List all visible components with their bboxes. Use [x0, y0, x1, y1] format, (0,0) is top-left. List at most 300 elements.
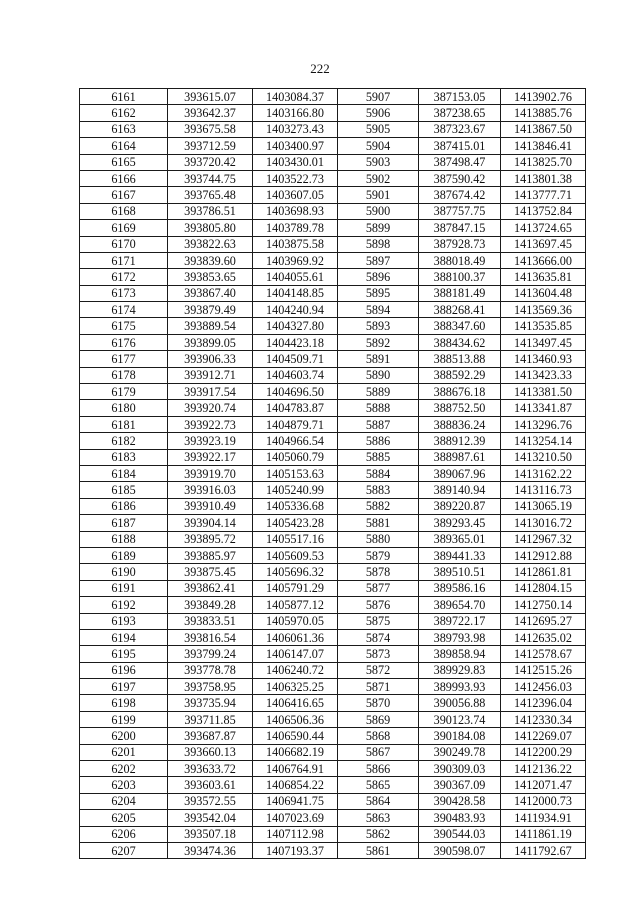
table-cell-point-number-right: 5886 — [338, 433, 419, 449]
table-cell-y-coordinate-right: 1413296.76 — [501, 416, 586, 432]
table-cell-point-number-right: 5902 — [338, 170, 419, 186]
table-cell-y-coordinate-right: 1413116.73 — [501, 482, 586, 498]
table-row — [80, 170, 586, 186]
table-cell-y-coordinate-right: 1413460.93 — [501, 351, 586, 367]
table-cell-x-coordinate-left: 393839.60 — [168, 252, 253, 268]
table-cell-x-coordinate-left: 393922.17 — [168, 449, 253, 465]
table-cell-x-coordinate-left: 393917.54 — [168, 384, 253, 400]
table-cell-x-coordinate-left: 393778.78 — [168, 662, 253, 678]
table-cell-point-number-right: 5895 — [338, 285, 419, 301]
table-cell-point-number-left: 6173 — [80, 285, 168, 301]
table-cell-y-coordinate-left: 1405153.63 — [253, 465, 338, 481]
table-cell-x-coordinate-left: 393922.73 — [168, 416, 253, 432]
table-cell-y-coordinate-left: 1405517.16 — [253, 531, 338, 547]
table-cell-y-coordinate-right: 1412000.73 — [501, 793, 586, 809]
table-row — [80, 547, 586, 563]
table-row — [80, 842, 586, 858]
table-cell-point-number-right: 5882 — [338, 498, 419, 514]
table-cell-point-number-left: 6165 — [80, 154, 168, 170]
table-cell-point-number-left: 6177 — [80, 351, 168, 367]
table-cell-y-coordinate-left: 1403084.37 — [253, 89, 338, 105]
table-cell-y-coordinate-right: 1413497.45 — [501, 334, 586, 350]
table-cell-x-coordinate-right: 388018.49 — [419, 252, 501, 268]
table-cell-x-coordinate-left: 393474.36 — [168, 842, 253, 858]
table-cell-point-number-left: 6184 — [80, 465, 168, 481]
table-row — [80, 89, 586, 105]
table-cell-point-number-left: 6191 — [80, 580, 168, 596]
table-cell-x-coordinate-left: 393862.41 — [168, 580, 253, 596]
table-cell-point-number-right: 5891 — [338, 351, 419, 367]
table-cell-x-coordinate-left: 393758.95 — [168, 679, 253, 695]
table-cell-point-number-left: 6202 — [80, 761, 168, 777]
table-cell-y-coordinate-left: 1403166.80 — [253, 105, 338, 121]
table-cell-x-coordinate-right: 389293.45 — [419, 515, 501, 531]
table-cell-point-number-right: 5861 — [338, 842, 419, 858]
coordinates-table — [79, 88, 586, 859]
table-cell-point-number-left: 6166 — [80, 170, 168, 186]
table-cell-point-number-right: 5879 — [338, 547, 419, 563]
table-cell-point-number-left: 6205 — [80, 810, 168, 826]
table-cell-y-coordinate-left: 1404696.50 — [253, 384, 338, 400]
table-cell-y-coordinate-right: 1413867.50 — [501, 121, 586, 137]
table-cell-point-number-left: 6196 — [80, 662, 168, 678]
table-cell-point-number-left: 6189 — [80, 547, 168, 563]
table-cell-x-coordinate-right: 389365.01 — [419, 531, 501, 547]
table-cell-y-coordinate-left: 1406061.36 — [253, 629, 338, 645]
table-cell-y-coordinate-right: 1412136.22 — [501, 761, 586, 777]
table-cell-x-coordinate-left: 393920.74 — [168, 400, 253, 416]
table-cell-point-number-left: 6182 — [80, 433, 168, 449]
table-cell-y-coordinate-left: 1406416.65 — [253, 695, 338, 711]
table-cell-y-coordinate-left: 1404603.74 — [253, 367, 338, 383]
table-cell-point-number-left: 6174 — [80, 302, 168, 318]
table-row — [80, 613, 586, 629]
table-cell-point-number-right: 5874 — [338, 629, 419, 645]
table-cell-y-coordinate-right: 1413902.76 — [501, 89, 586, 105]
table-cell-x-coordinate-left: 393805.80 — [168, 220, 253, 236]
table-cell-x-coordinate-left: 393875.45 — [168, 564, 253, 580]
table-cell-y-coordinate-right: 1412515.26 — [501, 662, 586, 678]
table-cell-point-number-left: 6204 — [80, 793, 168, 809]
table-cell-point-number-right: 5876 — [338, 597, 419, 613]
table-cell-x-coordinate-left: 393910.49 — [168, 498, 253, 514]
table-cell-y-coordinate-left: 1405877.12 — [253, 597, 338, 613]
table-cell-point-number-left: 6164 — [80, 138, 168, 154]
table-cell-y-coordinate-right: 1413801.38 — [501, 170, 586, 186]
table-cell-x-coordinate-right: 388513.88 — [419, 351, 501, 367]
table-cell-point-number-left: 6190 — [80, 564, 168, 580]
table-row — [80, 154, 586, 170]
table-cell-x-coordinate-right: 390249.78 — [419, 744, 501, 760]
table-cell-y-coordinate-right: 1412750.14 — [501, 597, 586, 613]
table-row — [80, 351, 586, 367]
table-row — [80, 236, 586, 252]
table-cell-point-number-left: 6163 — [80, 121, 168, 137]
table-cell-y-coordinate-right: 1413697.45 — [501, 236, 586, 252]
table-cell-y-coordinate-right: 1411861.19 — [501, 826, 586, 842]
table-cell-x-coordinate-left: 393899.05 — [168, 334, 253, 350]
table-cell-x-coordinate-left: 393833.51 — [168, 613, 253, 629]
table-cell-y-coordinate-right: 1412967.32 — [501, 531, 586, 547]
table-cell-y-coordinate-left: 1403273.43 — [253, 121, 338, 137]
table-cell-x-coordinate-left: 393816.54 — [168, 629, 253, 645]
table-cell-y-coordinate-left: 1405791.29 — [253, 580, 338, 596]
table-cell-point-number-right: 5877 — [338, 580, 419, 596]
table-row — [80, 777, 586, 793]
table-cell-x-coordinate-left: 393735.94 — [168, 695, 253, 711]
table-row — [80, 728, 586, 744]
table-cell-x-coordinate-left: 393615.07 — [168, 89, 253, 105]
table-cell-y-coordinate-left: 1406506.36 — [253, 711, 338, 727]
table-cell-point-number-right: 5865 — [338, 777, 419, 793]
table-cell-x-coordinate-left: 393885.97 — [168, 547, 253, 563]
table-cell-x-coordinate-left: 393916.03 — [168, 482, 253, 498]
table-cell-x-coordinate-left: 393633.72 — [168, 761, 253, 777]
table-cell-y-coordinate-left: 1405609.53 — [253, 547, 338, 563]
table-row — [80, 646, 586, 662]
table-row — [80, 220, 586, 236]
table-cell-y-coordinate-right: 1412804.15 — [501, 580, 586, 596]
table-cell-point-number-left: 6197 — [80, 679, 168, 695]
table-cell-point-number-left: 6193 — [80, 613, 168, 629]
table-row — [80, 826, 586, 842]
table-cell-point-number-left: 6179 — [80, 384, 168, 400]
table-cell-x-coordinate-right: 389722.17 — [419, 613, 501, 629]
table-cell-y-coordinate-left: 1404423.18 — [253, 334, 338, 350]
table-cell-x-coordinate-right: 390544.03 — [419, 826, 501, 842]
table-cell-y-coordinate-left: 1404055.61 — [253, 269, 338, 285]
page-number: 222 — [310, 61, 330, 76]
table-cell-y-coordinate-left: 1405423.28 — [253, 515, 338, 531]
table-cell-y-coordinate-right: 1413635.81 — [501, 269, 586, 285]
table-cell-point-number-right: 5863 — [338, 810, 419, 826]
table-cell-point-number-right: 5885 — [338, 449, 419, 465]
table-cell-y-coordinate-right: 1413016.72 — [501, 515, 586, 531]
table-cell-y-coordinate-right: 1413381.50 — [501, 384, 586, 400]
table-cell-point-number-left: 6180 — [80, 400, 168, 416]
table-cell-x-coordinate-right: 387928.73 — [419, 236, 501, 252]
table-cell-x-coordinate-right: 389220.87 — [419, 498, 501, 514]
table-cell-y-coordinate-right: 1413065.19 — [501, 498, 586, 514]
table-cell-point-number-left: 6176 — [80, 334, 168, 350]
table-cell-y-coordinate-right: 1413885.76 — [501, 105, 586, 121]
table-cell-y-coordinate-right: 1412200.29 — [501, 744, 586, 760]
table-cell-y-coordinate-right: 1413825.70 — [501, 154, 586, 170]
table-cell-point-number-right: 5889 — [338, 384, 419, 400]
table-row — [80, 531, 586, 547]
table-cell-point-number-right: 5900 — [338, 203, 419, 219]
table-row — [80, 121, 586, 137]
table-cell-point-number-left: 6201 — [80, 744, 168, 760]
table-cell-y-coordinate-left: 1405240.99 — [253, 482, 338, 498]
table-cell-point-number-left: 6172 — [80, 269, 168, 285]
table-cell-y-coordinate-left: 1405060.79 — [253, 449, 338, 465]
table-row — [80, 744, 586, 760]
table-cell-point-number-right: 5906 — [338, 105, 419, 121]
table-cell-x-coordinate-left: 393642.37 — [168, 105, 253, 121]
table-cell-x-coordinate-right: 388752.50 — [419, 400, 501, 416]
table-cell-point-number-right: 5871 — [338, 679, 419, 695]
table-cell-point-number-left: 6183 — [80, 449, 168, 465]
table-cell-x-coordinate-right: 390184.08 — [419, 728, 501, 744]
table-cell-point-number-left: 6195 — [80, 646, 168, 662]
table-row — [80, 564, 586, 580]
table-cell-y-coordinate-right: 1413604.48 — [501, 285, 586, 301]
table-cell-y-coordinate-right: 1412269.07 — [501, 728, 586, 744]
table-cell-point-number-left: 6198 — [80, 695, 168, 711]
table-cell-point-number-left: 6161 — [80, 89, 168, 105]
coordinates-table-body — [80, 89, 586, 859]
table-row — [80, 203, 586, 219]
table-cell-y-coordinate-left: 1405970.05 — [253, 613, 338, 629]
table-cell-y-coordinate-right: 1413254.14 — [501, 433, 586, 449]
table-cell-x-coordinate-left: 393849.28 — [168, 597, 253, 613]
table-cell-y-coordinate-right: 1411934.91 — [501, 810, 586, 826]
table-cell-point-number-left: 6188 — [80, 531, 168, 547]
table-cell-y-coordinate-left: 1406682.19 — [253, 744, 338, 760]
table-cell-y-coordinate-left: 1406941.75 — [253, 793, 338, 809]
table-row — [80, 597, 586, 613]
table-cell-y-coordinate-left: 1403607.05 — [253, 187, 338, 203]
table-row — [80, 695, 586, 711]
table-cell-y-coordinate-right: 1413423.33 — [501, 367, 586, 383]
table-cell-y-coordinate-right: 1412456.03 — [501, 679, 586, 695]
table-cell-y-coordinate-left: 1403698.93 — [253, 203, 338, 219]
table-cell-y-coordinate-left: 1406854.22 — [253, 777, 338, 793]
table-cell-x-coordinate-right: 388836.24 — [419, 416, 501, 432]
table-row — [80, 465, 586, 481]
table-cell-point-number-right: 5901 — [338, 187, 419, 203]
table-cell-x-coordinate-left: 393542.04 — [168, 810, 253, 826]
table-cell-point-number-right: 5869 — [338, 711, 419, 727]
table-cell-y-coordinate-left: 1405336.68 — [253, 498, 338, 514]
table-cell-point-number-right: 5894 — [338, 302, 419, 318]
table-row — [80, 400, 586, 416]
table-cell-point-number-right: 5907 — [338, 89, 419, 105]
table-cell-x-coordinate-right: 390056.88 — [419, 695, 501, 711]
table-cell-x-coordinate-right: 389586.16 — [419, 580, 501, 596]
table-cell-point-number-right: 5896 — [338, 269, 419, 285]
table-cell-x-coordinate-right: 388347.60 — [419, 318, 501, 334]
table-cell-point-number-left: 6168 — [80, 203, 168, 219]
table-cell-y-coordinate-right: 1412330.34 — [501, 711, 586, 727]
table-cell-x-coordinate-right: 390367.09 — [419, 777, 501, 793]
table-row — [80, 449, 586, 465]
table-cell-x-coordinate-left: 393765.48 — [168, 187, 253, 203]
table-cell-y-coordinate-left: 1406764.91 — [253, 761, 338, 777]
table-row — [80, 515, 586, 531]
table-cell-y-coordinate-left: 1404240.94 — [253, 302, 338, 318]
table-cell-x-coordinate-right: 389858.94 — [419, 646, 501, 662]
table-cell-x-coordinate-left: 393507.18 — [168, 826, 253, 842]
table-cell-point-number-right: 5892 — [338, 334, 419, 350]
table-cell-point-number-right: 5903 — [338, 154, 419, 170]
table-row — [80, 187, 586, 203]
table-cell-y-coordinate-left: 1404966.54 — [253, 433, 338, 449]
table-cell-y-coordinate-left: 1404879.71 — [253, 416, 338, 432]
table-cell-point-number-right: 5864 — [338, 793, 419, 809]
table-cell-point-number-right: 5878 — [338, 564, 419, 580]
table-cell-y-coordinate-right: 1413846.41 — [501, 138, 586, 154]
table-cell-y-coordinate-right: 1412912.88 — [501, 547, 586, 563]
table-cell-point-number-right: 5893 — [338, 318, 419, 334]
table-cell-y-coordinate-right: 1412578.67 — [501, 646, 586, 662]
table-row — [80, 302, 586, 318]
table-cell-x-coordinate-left: 393687.87 — [168, 728, 253, 744]
table-cell-point-number-left: 6192 — [80, 597, 168, 613]
table-cell-point-number-left: 6200 — [80, 728, 168, 744]
table-row — [80, 711, 586, 727]
table-cell-x-coordinate-left: 393712.59 — [168, 138, 253, 154]
table-cell-y-coordinate-left: 1403969.92 — [253, 252, 338, 268]
table-cell-x-coordinate-left: 393879.49 — [168, 302, 253, 318]
table-cell-y-coordinate-right: 1412861.81 — [501, 564, 586, 580]
table-cell-x-coordinate-left: 393660.13 — [168, 744, 253, 760]
table-row — [80, 105, 586, 121]
table-cell-y-coordinate-left: 1405696.32 — [253, 564, 338, 580]
table-cell-x-coordinate-left: 393923.19 — [168, 433, 253, 449]
table-cell-x-coordinate-right: 388912.39 — [419, 433, 501, 449]
table-cell-y-coordinate-right: 1413777.71 — [501, 187, 586, 203]
table-cell-point-number-right: 5881 — [338, 515, 419, 531]
table-cell-point-number-right: 5868 — [338, 728, 419, 744]
table-cell-x-coordinate-right: 388676.18 — [419, 384, 501, 400]
table-cell-x-coordinate-right: 389510.51 — [419, 564, 501, 580]
table-cell-x-coordinate-right: 389441.33 — [419, 547, 501, 563]
table-cell-x-coordinate-left: 393786.51 — [168, 203, 253, 219]
table-cell-point-number-right: 5870 — [338, 695, 419, 711]
table-cell-y-coordinate-left: 1406240.72 — [253, 662, 338, 678]
table-cell-x-coordinate-left: 393919.70 — [168, 465, 253, 481]
table-cell-point-number-left: 6167 — [80, 187, 168, 203]
table-cell-y-coordinate-right: 1413752.84 — [501, 203, 586, 219]
table-cell-x-coordinate-right: 390309.03 — [419, 761, 501, 777]
table-cell-point-number-right: 5897 — [338, 252, 419, 268]
table-cell-y-coordinate-left: 1404148.85 — [253, 285, 338, 301]
table-cell-point-number-left: 6178 — [80, 367, 168, 383]
table-cell-point-number-right: 5875 — [338, 613, 419, 629]
table-cell-y-coordinate-left: 1404783.87 — [253, 400, 338, 416]
table-cell-x-coordinate-right: 388592.29 — [419, 367, 501, 383]
table-row — [80, 269, 586, 285]
table-cell-point-number-right: 5867 — [338, 744, 419, 760]
table-cell-x-coordinate-right: 390428.58 — [419, 793, 501, 809]
table-cell-x-coordinate-right: 387590.42 — [419, 170, 501, 186]
table-cell-x-coordinate-left: 393904.14 — [168, 515, 253, 531]
table-cell-x-coordinate-right: 389140.94 — [419, 482, 501, 498]
table-cell-x-coordinate-right: 389993.93 — [419, 679, 501, 695]
table-cell-x-coordinate-right: 389654.70 — [419, 597, 501, 613]
table-cell-y-coordinate-left: 1406147.07 — [253, 646, 338, 662]
table-cell-y-coordinate-left: 1407193.37 — [253, 842, 338, 858]
table-cell-point-number-right: 5888 — [338, 400, 419, 416]
table-cell-x-coordinate-right: 387153.05 — [419, 89, 501, 105]
table-cell-x-coordinate-right: 389793.98 — [419, 629, 501, 645]
table-row — [80, 416, 586, 432]
table-cell-point-number-left: 6203 — [80, 777, 168, 793]
table-cell-x-coordinate-right: 387415.01 — [419, 138, 501, 154]
table-cell-y-coordinate-right: 1412396.04 — [501, 695, 586, 711]
table-row — [80, 252, 586, 268]
table-cell-point-number-right: 5873 — [338, 646, 419, 662]
table-cell-point-number-right: 5899 — [338, 220, 419, 236]
table-cell-x-coordinate-left: 393895.72 — [168, 531, 253, 547]
table-cell-y-coordinate-right: 1412071.47 — [501, 777, 586, 793]
table-cell-point-number-left: 6207 — [80, 842, 168, 858]
table-cell-point-number-right: 5890 — [338, 367, 419, 383]
table-cell-point-number-right: 5880 — [338, 531, 419, 547]
table-cell-y-coordinate-left: 1403400.97 — [253, 138, 338, 154]
table-row — [80, 761, 586, 777]
table-cell-y-coordinate-right: 1413535.85 — [501, 318, 586, 334]
table-cell-point-number-right: 5883 — [338, 482, 419, 498]
table-cell-y-coordinate-right: 1413341.87 — [501, 400, 586, 416]
table-cell-y-coordinate-left: 1407112.98 — [253, 826, 338, 842]
table-cell-y-coordinate-right: 1413162.22 — [501, 465, 586, 481]
table-cell-x-coordinate-right: 390598.07 — [419, 842, 501, 858]
table-cell-x-coordinate-right: 389067.96 — [419, 465, 501, 481]
table-cell-point-number-right: 5905 — [338, 121, 419, 137]
table-cell-y-coordinate-left: 1406325.25 — [253, 679, 338, 695]
table-cell-y-coordinate-left: 1407023.69 — [253, 810, 338, 826]
table-cell-x-coordinate-left: 393889.54 — [168, 318, 253, 334]
table-cell-y-coordinate-left: 1403875.58 — [253, 236, 338, 252]
table-cell-x-coordinate-left: 393744.75 — [168, 170, 253, 186]
table-cell-point-number-left: 6171 — [80, 252, 168, 268]
table-cell-point-number-left: 6175 — [80, 318, 168, 334]
table-cell-y-coordinate-left: 1404509.71 — [253, 351, 338, 367]
table-cell-point-number-left: 6170 — [80, 236, 168, 252]
table-cell-point-number-left: 6194 — [80, 629, 168, 645]
table-cell-x-coordinate-left: 393799.24 — [168, 646, 253, 662]
table-cell-y-coordinate-right: 1412635.02 — [501, 629, 586, 645]
table-cell-point-number-left: 6187 — [80, 515, 168, 531]
table-cell-y-coordinate-left: 1403789.78 — [253, 220, 338, 236]
table-row — [80, 138, 586, 154]
table-cell-point-number-left: 6199 — [80, 711, 168, 727]
table-row — [80, 580, 586, 596]
table-cell-x-coordinate-left: 393912.71 — [168, 367, 253, 383]
table-cell-y-coordinate-right: 1412695.27 — [501, 613, 586, 629]
table-cell-x-coordinate-right: 388434.62 — [419, 334, 501, 350]
table-cell-y-coordinate-right: 1411792.67 — [501, 842, 586, 858]
table-cell-point-number-left: 6162 — [80, 105, 168, 121]
table-row — [80, 367, 586, 383]
table-cell-x-coordinate-left: 393720.42 — [168, 154, 253, 170]
table-cell-point-number-left: 6181 — [80, 416, 168, 432]
table-cell-x-coordinate-right: 389929.83 — [419, 662, 501, 678]
table-cell-x-coordinate-left: 393822.63 — [168, 236, 253, 252]
table-cell-x-coordinate-right: 387757.75 — [419, 203, 501, 219]
table-cell-x-coordinate-left: 393675.58 — [168, 121, 253, 137]
table-cell-x-coordinate-left: 393711.85 — [168, 711, 253, 727]
table-cell-x-coordinate-right: 387238.65 — [419, 105, 501, 121]
table-cell-point-number-left: 6186 — [80, 498, 168, 514]
table-row — [80, 629, 586, 645]
table-cell-x-coordinate-right: 388987.61 — [419, 449, 501, 465]
table-cell-point-number-right: 5904 — [338, 138, 419, 154]
table-row — [80, 498, 586, 514]
table-row — [80, 285, 586, 301]
table-cell-x-coordinate-right: 388100.37 — [419, 269, 501, 285]
table-cell-x-coordinate-right: 388268.41 — [419, 302, 501, 318]
table-cell-x-coordinate-right: 387847.15 — [419, 220, 501, 236]
table-cell-point-number-right: 5872 — [338, 662, 419, 678]
table-cell-x-coordinate-left: 393853.65 — [168, 269, 253, 285]
table-cell-y-coordinate-right: 1413569.36 — [501, 302, 586, 318]
table-cell-y-coordinate-right: 1413210.50 — [501, 449, 586, 465]
table-cell-x-coordinate-right: 387674.42 — [419, 187, 501, 203]
